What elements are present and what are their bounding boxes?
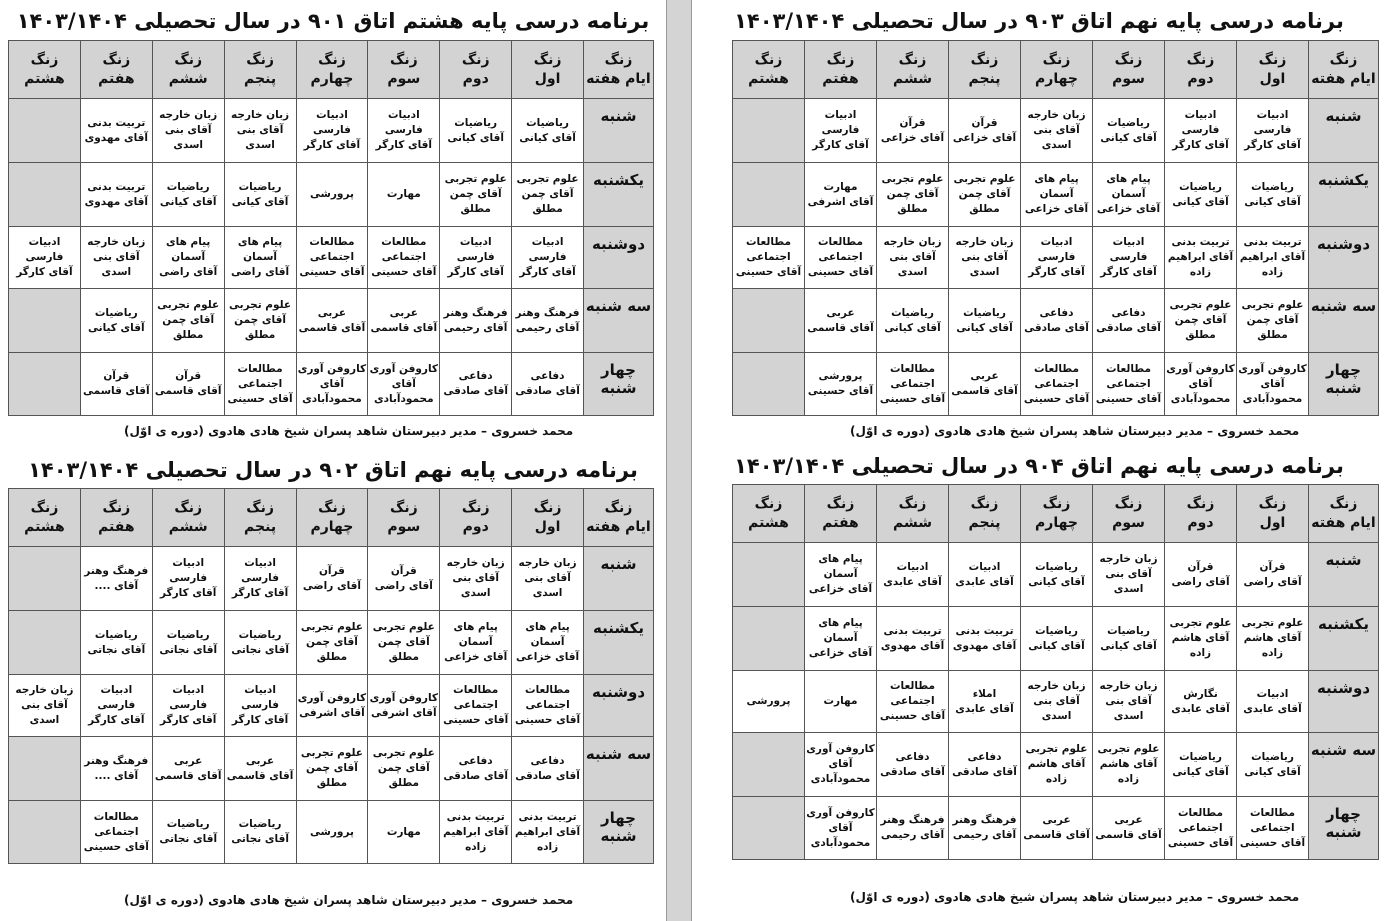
schedule-904 bbox=[692, 445, 1386, 921]
class-cell: مهارت آقای اشرفی bbox=[805, 163, 877, 227]
class-cell: مطالعات اجتماعی آقای حسینی bbox=[368, 227, 440, 289]
header-bell-1: زنگ اول bbox=[512, 489, 584, 547]
day-label: چهار شنبه bbox=[1309, 797, 1379, 860]
empty-cell bbox=[9, 163, 81, 227]
table-row bbox=[9, 99, 654, 163]
class-cell: ریاضیات آقای کیانی bbox=[1165, 163, 1237, 227]
class-cell: ریاضیات آقای نجاتی bbox=[224, 611, 296, 675]
class-cell: زبان خارجه آقای بنی اسدی bbox=[1093, 543, 1165, 607]
class-cell: زبان خارجه آقای بنی اسدی bbox=[949, 227, 1021, 289]
class-cell: دفاعی آقای صادقی bbox=[877, 733, 949, 797]
schedule-902 bbox=[0, 445, 666, 921]
header-bell-4: زنگ چهارم bbox=[1021, 485, 1093, 543]
table-row bbox=[733, 163, 1379, 227]
class-cell: عربی آقای قاسمی bbox=[805, 289, 877, 353]
class-cell: دفاعی آقای صادقی bbox=[1093, 289, 1165, 353]
day-label: سه شنبه bbox=[584, 737, 654, 801]
class-cell: زبان خارجه آقای بنی اسدی bbox=[80, 227, 152, 289]
class-cell: تربیت بدنی آقای ابراهیم زاده bbox=[1237, 227, 1309, 289]
day-label: یکشنبه bbox=[584, 611, 654, 675]
class-cell: مهارت bbox=[805, 671, 877, 733]
class-cell: مطالعات اجتماعی آقای حسینی bbox=[224, 353, 296, 416]
table-row bbox=[9, 163, 654, 227]
class-cell: علوم تجربی آقای چمن مطلق bbox=[296, 611, 368, 675]
class-cell: علوم تجربی آقای چمن مطلق bbox=[440, 163, 512, 227]
class-cell: عربی آقای قاسمی bbox=[296, 289, 368, 353]
class-cell: ریاضیات آقای نجاتی bbox=[80, 611, 152, 675]
class-cell: ریاضیات آقای کیانی bbox=[949, 289, 1021, 353]
header-bell-1: زنگ اول bbox=[1237, 485, 1309, 543]
class-cell: پرورشی bbox=[296, 801, 368, 864]
class-cell: کاروفن آوری آقای محمودآبادی bbox=[805, 733, 877, 797]
header-bell-4: زنگ چهارم bbox=[296, 41, 368, 99]
class-cell: پرورشی bbox=[733, 671, 805, 733]
class-cell: عربی آقای قاسمی bbox=[224, 737, 296, 801]
class-cell: فرهنگ وهنر آقای .... bbox=[80, 547, 152, 611]
header-row bbox=[9, 489, 654, 547]
class-cell: علوم تجربی آقای هاشم زاده bbox=[1165, 607, 1237, 671]
class-cell: علوم تجربی آقای چمن مطلق bbox=[949, 163, 1021, 227]
class-cell: کاروفن آوری آقای محمودآبادی bbox=[805, 797, 877, 860]
class-cell: تربیت بدنی آقای مهدوی bbox=[80, 163, 152, 227]
class-cell: علوم تجربی آقای چمن مطلق bbox=[877, 163, 949, 227]
day-label: شنبه bbox=[584, 99, 654, 163]
class-cell: فرهنگ وهنر آقای رحیمی bbox=[512, 289, 584, 353]
class-cell: مهارت bbox=[368, 163, 440, 227]
footer-signature: محمد خسروی – مدیر دبیرستان شاهد پسران شیخ هادی هادوی (دوره ی اوّل) bbox=[850, 890, 1300, 904]
header-row bbox=[733, 41, 1379, 99]
day-label: یکشنبه bbox=[584, 163, 654, 227]
class-cell: علوم تجربی آقای چمن مطلق bbox=[512, 163, 584, 227]
header-bell-7: زنگ هفتم bbox=[805, 485, 877, 543]
class-cell: قرآن آقای خزاعی bbox=[949, 99, 1021, 163]
class-cell: کاروفن آوری آقای اشرفی bbox=[296, 675, 368, 737]
class-cell: ادبیات فارسی آقای کارگر bbox=[1093, 227, 1165, 289]
class-cell: زبان خارجه آقای بنی اسدی bbox=[1021, 99, 1093, 163]
class-cell: ریاضیات آقای نجاتی bbox=[224, 801, 296, 864]
class-cell: عربی آقای قاسمی bbox=[368, 289, 440, 353]
class-cell: قرآن آقای راضی bbox=[296, 547, 368, 611]
header-bell-2: زنگ دوم bbox=[1165, 41, 1237, 99]
class-cell: ریاضیات آقای نجاتی bbox=[152, 801, 224, 864]
table-row bbox=[733, 99, 1379, 163]
header-bell-2: زنگ دوم bbox=[440, 489, 512, 547]
class-cell: ریاضیات آقای کیانی bbox=[440, 99, 512, 163]
class-cell: ریاضیات آقای کیانی bbox=[512, 99, 584, 163]
class-cell: مطالعات اجتماعی آقای حسینی bbox=[1165, 797, 1237, 860]
day-label: دوشنبه bbox=[1309, 227, 1379, 289]
class-cell: عربی آقای قاسمی bbox=[1021, 797, 1093, 860]
class-cell: علوم تجربی آقای چمن مطلق bbox=[1165, 289, 1237, 353]
class-cell: تربیت بدنی آقای ابراهیم زاده bbox=[440, 801, 512, 864]
schedule-title: برنامه درسی پایه هشتم اتاق ۹۰۱ در سال تحصیلی ۱۴۰۳/۱۴۰۴ bbox=[16, 9, 650, 33]
class-cell: دفاعی آقای صادقی bbox=[440, 353, 512, 416]
class-cell: فرهنگ وهنر آقای رحیمی bbox=[877, 797, 949, 860]
header-bell-8: زنگ هشتم bbox=[733, 41, 805, 99]
class-cell: دفاعی آقای صادقی bbox=[512, 737, 584, 801]
class-cell: پیام های آسمان آقای خزاعی bbox=[805, 607, 877, 671]
class-cell: مطالعات اجتماعی آقای حسینی bbox=[733, 227, 805, 289]
class-cell: ادبیات فارسی آقای کارگر bbox=[1237, 99, 1309, 163]
class-cell: علوم تجربی آقای چمن مطلق bbox=[152, 289, 224, 353]
schedule-title: برنامه درسی پایه نهم اتاق ۹۰۴ در سال تحصیلی ۱۴۰۳/۱۴۰۴ bbox=[734, 454, 1344, 478]
class-cell: علوم تجربی آقای چمن مطلق bbox=[368, 737, 440, 801]
class-cell: عربی آقای قاسمی bbox=[152, 737, 224, 801]
header-bell-8: زنگ هشتم bbox=[9, 489, 81, 547]
footer-signature: محمد خسروی – مدیر دبیرستان شاهد پسران شیخ هادی هادوی (دوره ی اوّل) bbox=[124, 424, 574, 438]
header-row bbox=[9, 41, 654, 99]
class-cell: ادبیات فارسی آقای کارگر bbox=[9, 227, 81, 289]
class-cell: زبان خارجه آقای بنی اسدی bbox=[9, 675, 81, 737]
empty-cell bbox=[9, 611, 81, 675]
class-cell: تربیت بدنی آقای ابراهیم زاده bbox=[512, 801, 584, 864]
class-cell: پیام های آسمان آقای خزاعی bbox=[1093, 163, 1165, 227]
empty-cell bbox=[733, 733, 805, 797]
header-bell-3: زنگ سوم bbox=[368, 41, 440, 99]
table-row bbox=[9, 801, 654, 864]
class-cell: کاروفن آوری آقای محمودآبادی bbox=[368, 353, 440, 416]
table-row bbox=[733, 353, 1379, 416]
day-label: دوشنبه bbox=[584, 675, 654, 737]
class-cell: ریاضیات آقای کیانی bbox=[224, 163, 296, 227]
class-cell: علوم تجربی آقای چمن مطلق bbox=[368, 611, 440, 675]
day-label: یکشنبه bbox=[1309, 607, 1379, 671]
header-bell-6: زنگ ششم bbox=[877, 41, 949, 99]
header-bell-6: زنگ ششم bbox=[877, 485, 949, 543]
empty-cell bbox=[733, 353, 805, 416]
class-cell: تربیت بدنی آقای مهدوی bbox=[80, 99, 152, 163]
class-cell: دفاعی آقای صادقی bbox=[949, 733, 1021, 797]
class-cell: علوم تجربی آقای هاشم زاده bbox=[1093, 733, 1165, 797]
header-bell-2: زنگ دوم bbox=[440, 41, 512, 99]
schedule-table bbox=[732, 484, 1379, 860]
class-cell: زبان خارجه آقای بنی اسدی bbox=[224, 99, 296, 163]
class-cell: فرهنگ وهنر آقای .... bbox=[80, 737, 152, 801]
table-row bbox=[9, 227, 654, 289]
header-bell-6: زنگ ششم bbox=[152, 489, 224, 547]
class-cell: قرآن آقای راضی bbox=[1237, 543, 1309, 607]
schedule-903 bbox=[692, 0, 1386, 445]
class-cell: ادبیات آقای عابدی bbox=[1237, 671, 1309, 733]
class-cell: دفاعی آقای صادقی bbox=[512, 353, 584, 416]
class-cell: مطالعات اجتماعی آقای حسینی bbox=[805, 227, 877, 289]
class-cell: پیام های آسمان آقای راضی bbox=[152, 227, 224, 289]
page-gutter bbox=[666, 0, 692, 921]
class-cell: ریاضیات آقای کیانی bbox=[1237, 733, 1309, 797]
class-cell: زبان خارجه آقای بنی اسدی bbox=[1021, 671, 1093, 733]
table-row bbox=[9, 611, 654, 675]
day-label: دوشنبه bbox=[1309, 671, 1379, 733]
table-row bbox=[9, 737, 654, 801]
class-cell: علوم تجربی آقای چمن مطلق bbox=[224, 289, 296, 353]
table-row bbox=[733, 671, 1379, 733]
header-days: زنگ ایام هفته bbox=[584, 41, 654, 99]
class-cell: کاروفن آوری آقای محمودآبادی bbox=[296, 353, 368, 416]
header-bell-2: زنگ دوم bbox=[1165, 485, 1237, 543]
header-bell-5: زنگ پنجم bbox=[949, 485, 1021, 543]
class-cell: مطالعات اجتماعی آقای حسینی bbox=[512, 675, 584, 737]
day-label: دوشنبه bbox=[584, 227, 654, 289]
class-cell: علوم تجربی آقای هاشم زاده bbox=[1021, 733, 1093, 797]
class-cell: قرآن آقای قاسمی bbox=[152, 353, 224, 416]
class-cell: تربیت بدنی آقای مهدوی bbox=[949, 607, 1021, 671]
class-cell: ادبیات فارسی آقای کارگر bbox=[805, 99, 877, 163]
class-cell: زبان خارجه آقای بنی اسدی bbox=[152, 99, 224, 163]
class-cell: پیام های آسمان آقای خزاعی bbox=[440, 611, 512, 675]
class-cell: ادبیات فارسی آقای کارگر bbox=[1165, 99, 1237, 163]
class-cell: ادبیات فارسی آقای کارگر bbox=[1021, 227, 1093, 289]
class-cell: ادبیات فارسی آقای کارگر bbox=[368, 99, 440, 163]
table-row bbox=[733, 289, 1379, 353]
header-bell-4: زنگ چهارم bbox=[296, 489, 368, 547]
schedule-table bbox=[732, 40, 1379, 416]
class-cell: ریاضیات آقای کیانی bbox=[877, 289, 949, 353]
class-cell: ادبیات فارسی آقای کارگر bbox=[152, 547, 224, 611]
class-cell: مطالعات اجتماعی آقای حسینی bbox=[877, 671, 949, 733]
table-row bbox=[733, 733, 1379, 797]
class-cell: ریاضیات آقای نجاتی bbox=[152, 611, 224, 675]
schedule-title: برنامه درسی پایه نهم اتاق ۹۰۳ در سال تحصیلی ۱۴۰۳/۱۴۰۴ bbox=[734, 9, 1344, 33]
class-cell: کاروفن آوری آقای محمودآبادی bbox=[1237, 353, 1309, 416]
class-cell: ریاضیات آقای کیانی bbox=[1165, 733, 1237, 797]
class-cell: مطالعات اجتماعی آقای حسینی bbox=[440, 675, 512, 737]
class-cell: دفاعی آقای صادقی bbox=[440, 737, 512, 801]
class-cell: پیام های آسمان آقای خزاعی bbox=[512, 611, 584, 675]
schedule-table bbox=[8, 40, 654, 416]
class-cell: مطالعات اجتماعی آقای حسینی bbox=[1021, 353, 1093, 416]
header-bell-7: زنگ هفتم bbox=[80, 41, 152, 99]
header-bell-3: زنگ سوم bbox=[368, 489, 440, 547]
class-cell: ادبیات فارسی آقای کارگر bbox=[440, 227, 512, 289]
day-label: سه شنبه bbox=[1309, 289, 1379, 353]
class-cell: عربی آقای قاسمی bbox=[1093, 797, 1165, 860]
class-cell: نگارش آقای عابدی bbox=[1165, 671, 1237, 733]
class-cell: املاء آقای عابدی bbox=[949, 671, 1021, 733]
header-bell-3: زنگ سوم bbox=[1093, 41, 1165, 99]
footer-signature: محمد خسروی – مدیر دبیرستان شاهد پسران شیخ هادی هادوی (دوره ی اوّل) bbox=[850, 424, 1300, 438]
header-bell-5: زنگ پنجم bbox=[224, 41, 296, 99]
header-bell-8: زنگ هشتم bbox=[733, 485, 805, 543]
class-cell: فرهنگ وهنر آقای رحیمی bbox=[440, 289, 512, 353]
schedule-title: برنامه درسی پایه نهم اتاق ۹۰۲ در سال تحصیلی ۱۴۰۳/۱۴۰۴ bbox=[28, 458, 638, 482]
day-label: شنبه bbox=[1309, 543, 1379, 607]
class-cell: مطالعات اجتماعی آقای حسینی bbox=[80, 801, 152, 864]
day-label: شنبه bbox=[584, 547, 654, 611]
class-cell: زبان خارجه آقای بنی اسدی bbox=[440, 547, 512, 611]
empty-cell bbox=[9, 99, 81, 163]
class-cell: علوم تجربی آقای هاشم زاده bbox=[1237, 607, 1309, 671]
class-cell: ادبیات فارسی آقای کارگر bbox=[296, 99, 368, 163]
class-cell: ریاضیات آقای کیانی bbox=[1021, 607, 1093, 671]
empty-cell bbox=[733, 607, 805, 671]
header-bell-5: زنگ پنجم bbox=[224, 489, 296, 547]
class-cell: کاروفن آوری آقای اشرفی bbox=[368, 675, 440, 737]
table-row bbox=[9, 353, 654, 416]
class-cell: ادبیات آقای عابدی bbox=[949, 543, 1021, 607]
class-cell: مطالعات اجتماعی آقای حسینی bbox=[1093, 353, 1165, 416]
empty-cell bbox=[9, 289, 81, 353]
table-row bbox=[733, 607, 1379, 671]
empty-cell bbox=[733, 543, 805, 607]
table-row bbox=[9, 547, 654, 611]
class-cell: ریاضیات آقای کیانی bbox=[1237, 163, 1309, 227]
class-cell: علوم تجربی آقای چمن مطلق bbox=[296, 737, 368, 801]
table-row bbox=[733, 797, 1379, 860]
header-bell-6: زنگ ششم bbox=[152, 41, 224, 99]
class-cell: ریاضیات آقای کیانی bbox=[1021, 543, 1093, 607]
header-row bbox=[733, 485, 1379, 543]
class-cell: مهارت bbox=[368, 801, 440, 864]
day-label: چهار شنبه bbox=[584, 801, 654, 864]
class-cell: قرآن آقای راضی bbox=[1165, 543, 1237, 607]
class-cell: پیام های آسمان آقای خزاعی bbox=[805, 543, 877, 607]
day-label: سه شنبه bbox=[584, 289, 654, 353]
class-cell: قرآن آقای خزاعی bbox=[877, 99, 949, 163]
day-label: سه شنبه bbox=[1309, 733, 1379, 797]
class-cell: پیام های آسمان آقای خزاعی bbox=[1021, 163, 1093, 227]
empty-cell bbox=[9, 737, 81, 801]
empty-cell bbox=[733, 797, 805, 860]
header-bell-7: زنگ هفتم bbox=[80, 489, 152, 547]
class-cell: ادبیات فارسی آقای کارگر bbox=[224, 675, 296, 737]
empty-cell bbox=[733, 99, 805, 163]
class-cell: زبان خارجه آقای بنی اسدی bbox=[877, 227, 949, 289]
header-bell-8: زنگ هشتم bbox=[9, 41, 81, 99]
class-cell: تربیت بدنی آقای مهدوی bbox=[877, 607, 949, 671]
class-cell: فرهنگ وهنر آقای رحیمی bbox=[949, 797, 1021, 860]
header-bell-7: زنگ هفتم bbox=[805, 41, 877, 99]
class-cell: ادبیات فارسی آقای کارگر bbox=[80, 675, 152, 737]
table-row bbox=[9, 289, 654, 353]
header-days: زنگ ایام هفته bbox=[584, 489, 654, 547]
header-days: زنگ ایام هفته bbox=[1309, 41, 1379, 99]
empty-cell bbox=[9, 801, 81, 864]
header-days: زنگ ایام هفته bbox=[1309, 485, 1379, 543]
class-cell: علوم تجربی آقای چمن مطلق bbox=[1237, 289, 1309, 353]
header-bell-3: زنگ سوم bbox=[1093, 485, 1165, 543]
schedule-table bbox=[8, 488, 654, 864]
class-cell: ریاضیات آقای کیانی bbox=[1093, 607, 1165, 671]
class-cell: پرورشی bbox=[296, 163, 368, 227]
empty-cell bbox=[733, 163, 805, 227]
class-cell: کاروفن آوری آقای محمودآبادی bbox=[1165, 353, 1237, 416]
class-cell: عربی آقای قاسمی bbox=[949, 353, 1021, 416]
day-label: چهار شنبه bbox=[584, 353, 654, 416]
class-cell: ادبیات آقای عابدی bbox=[877, 543, 949, 607]
class-cell: قرآن آقای قاسمی bbox=[80, 353, 152, 416]
class-cell: دفاعی آقای صادقی bbox=[1021, 289, 1093, 353]
class-cell: قرآن آقای راضی bbox=[368, 547, 440, 611]
class-cell: ادبیات فارسی آقای کارگر bbox=[224, 547, 296, 611]
day-label: شنبه bbox=[1309, 99, 1379, 163]
class-cell: تربیت بدنی آقای ابراهیم زاده bbox=[1165, 227, 1237, 289]
empty-cell bbox=[9, 547, 81, 611]
table-row bbox=[9, 675, 654, 737]
empty-cell bbox=[733, 289, 805, 353]
day-label: یکشنبه bbox=[1309, 163, 1379, 227]
class-cell: پیام های آسمان آقای راضی bbox=[224, 227, 296, 289]
footer-signature: محمد خسروی – مدیر دبیرستان شاهد پسران شیخ هادی هادوی (دوره ی اوّل) bbox=[124, 893, 574, 907]
class-cell: مطالعات اجتماعی آقای حسینی bbox=[877, 353, 949, 416]
empty-cell bbox=[9, 353, 81, 416]
class-cell: ادبیات فارسی آقای کارگر bbox=[152, 675, 224, 737]
class-cell: زبان خارجه آقای بنی اسدی bbox=[512, 547, 584, 611]
day-label: چهار شنبه bbox=[1309, 353, 1379, 416]
schedule-901 bbox=[0, 0, 666, 445]
class-cell: مطالعات اجتماعی آقای حسینی bbox=[1237, 797, 1309, 860]
table-row bbox=[733, 543, 1379, 607]
header-bell-1: زنگ اول bbox=[512, 41, 584, 99]
class-cell: ریاضیات آقای کیانی bbox=[152, 163, 224, 227]
header-bell-1: زنگ اول bbox=[1237, 41, 1309, 99]
header-bell-5: زنگ پنجم bbox=[949, 41, 1021, 99]
header-bell-4: زنگ چهارم bbox=[1021, 41, 1093, 99]
class-cell: زبان خارجه آقای بنی اسدی bbox=[1093, 671, 1165, 733]
class-cell: ریاضیات آقای کیانی bbox=[80, 289, 152, 353]
table-row bbox=[733, 227, 1379, 289]
class-cell: ریاضیات آقای کیانی bbox=[1093, 99, 1165, 163]
class-cell: ادبیات فارسی آقای کارگر bbox=[512, 227, 584, 289]
class-cell: پرورشی آقای حسینی bbox=[805, 353, 877, 416]
class-cell: مطالعات اجتماعی آقای حسینی bbox=[296, 227, 368, 289]
